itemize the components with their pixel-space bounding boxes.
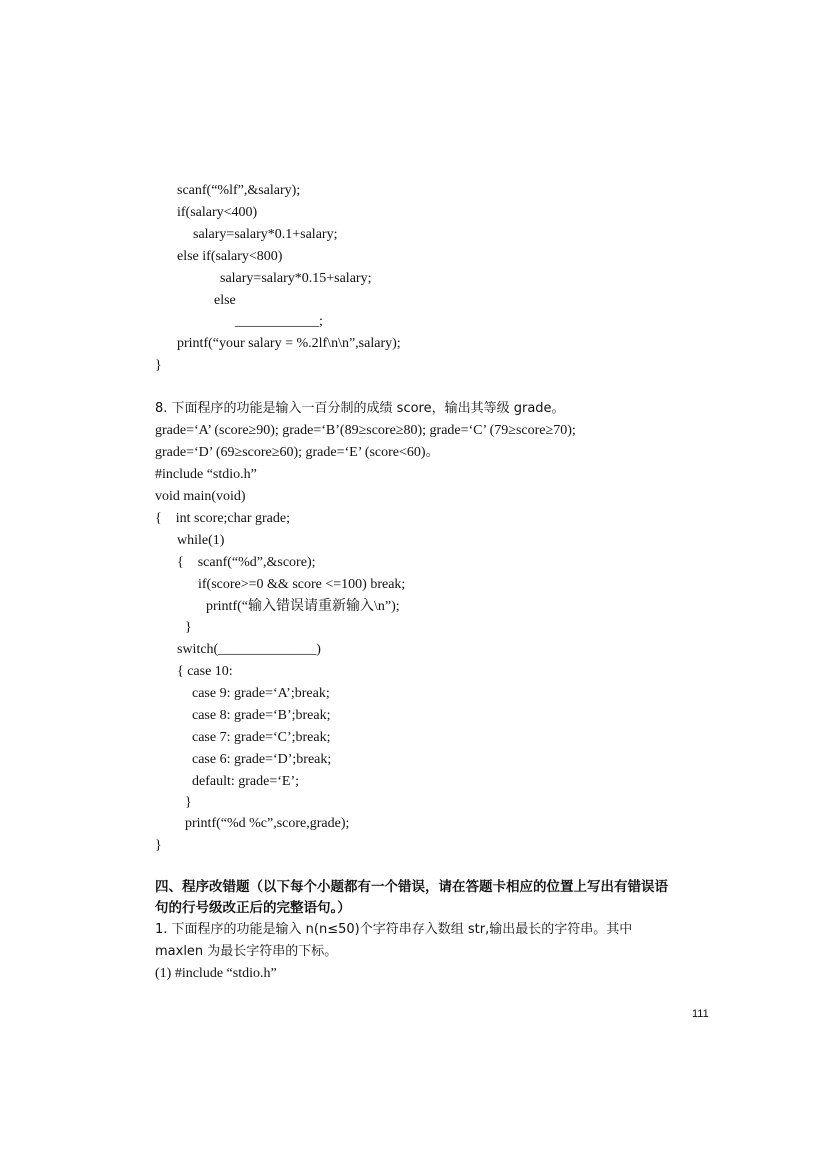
code-line: #include “stdio.h”: [155, 467, 257, 482]
code-line: }: [155, 838, 162, 853]
code-line: if(salary<400): [177, 205, 258, 220]
code-line: default: grade=‘E’;: [192, 774, 300, 789]
code-line: printf(“%d %c”,score,grade);: [185, 816, 350, 831]
code-line: }: [185, 620, 192, 635]
code-line: }: [185, 795, 192, 810]
code-line: { scanf(“%d”,&score);: [177, 555, 316, 570]
code-line: switch(______________): [177, 642, 321, 657]
code-line: case 9: grade=‘A’;break;: [192, 686, 330, 701]
code-line: else if(salary<800): [177, 249, 283, 264]
question-text: 1. 下面程序的功能是输入 n(n≤50)个字符串存入数组 str,输出最长的字符串。其中: [155, 922, 633, 937]
code-line: case 7: grade=‘C’;break;: [192, 730, 331, 745]
code-line: else: [214, 293, 236, 308]
code-line: printf(“输入错误请重新输入\n”);: [206, 599, 400, 614]
section-heading: 四、程序改错题（以下每个小题都有一个错误，请在答题卡相应的位置上写出有错误语: [155, 879, 668, 895]
code-line: salary=salary*0.1+salary;: [193, 227, 338, 242]
code-line: scanf(“%lf”,&salary);: [177, 183, 301, 198]
code-line: while(1): [177, 533, 225, 548]
question-8-grades: grade=‘D’ (69≥score≥60); grade=‘E’ (score<60)。: [155, 445, 440, 460]
code-line: { int score;char grade;: [155, 511, 290, 526]
question-8-grades: grade=‘A’ (score≥90); grade=‘B’(89≥score≥80); grade=‘C’ (79≥score≥70);: [155, 423, 576, 438]
code-line: (1) #include “stdio.h”: [155, 966, 277, 981]
code-blank-line: ____________;: [235, 314, 323, 329]
code-line: salary=salary*0.15+salary;: [220, 271, 372, 286]
code-line: void main(void): [155, 489, 246, 504]
question-8-intro: 8. 下面程序的功能是输入一百分制的成绩 score，输出其等级 grade。: [155, 401, 565, 416]
page-number: 111: [692, 1008, 709, 1020]
code-line: { case 10:: [177, 664, 233, 679]
code-line: if(score>=0 && score <=100) break;: [198, 577, 406, 592]
section-heading: 句的行号级改正后的完整语句。）: [155, 900, 351, 916]
question-text: maxlen 为最长字符串的下标。: [155, 944, 338, 959]
code-line: }: [155, 358, 162, 373]
code-line: case 8: grade=‘B’;break;: [192, 708, 331, 723]
code-line: case 6: grade=‘D’;break;: [192, 752, 332, 767]
code-line: printf(“your salary = %.2lf\n\n”,salary);: [177, 336, 401, 351]
